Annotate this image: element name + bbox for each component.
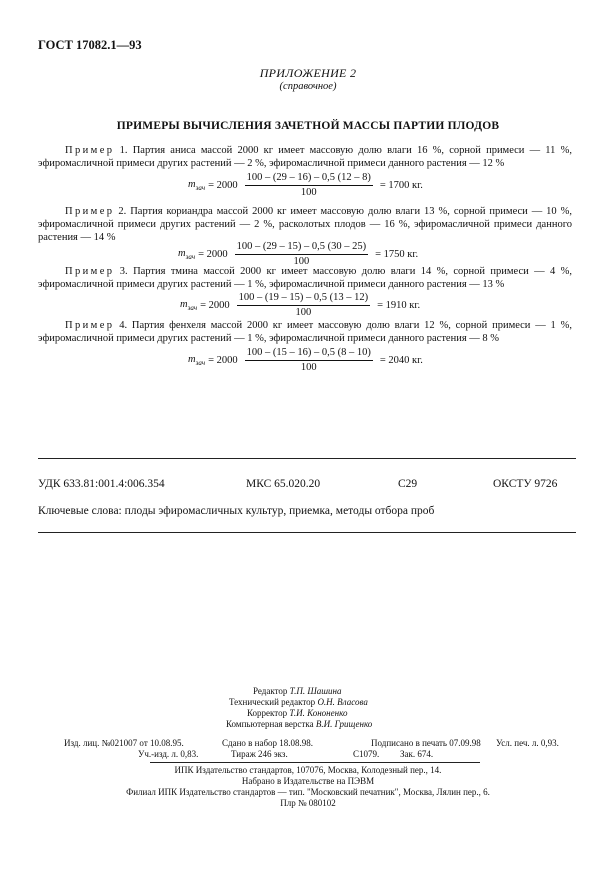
mks-code: МКС 65.020.20 — [246, 478, 321, 490]
publisher-line-1: ИПК Издательство стандартов, 107076, Москва, Колодезный пер., 14. — [174, 765, 442, 775]
publisher-line-3: Филиал ИПК Издательство стандартов — тип. "Московский печатник", Москва, Лялин пер., 6. — [126, 787, 490, 797]
imprint-print-sheets: Усл. печ. л. 0,93. — [496, 738, 559, 748]
example-label: Пример — [65, 320, 115, 331]
example-label: Пример — [65, 266, 115, 277]
appendix-subtitle: (справочное) — [279, 81, 337, 92]
example-3-text: Пример 3. Партия тмина массой 2000 кг имеет массовую долю влаги 14 %, сорной примеси — 4 %, эфиромасличной примеси других растений — 1 %, эфиромасличной примеси данного растения — 13 % — [38, 266, 572, 290]
example-4-formula: $m_{зач}$ = 2000 $\frac{100 - (15 - 16) - 0,5 (8 - 10)}{100}$ = 2040 кг. — [188, 347, 423, 373]
publisher-line-2: Набрано в Издательстве на ПЭВМ — [241, 776, 375, 786]
keywords: Ключевые слова: плоды эфиромасличных культур, приемка, методы отбора проб — [38, 505, 435, 517]
appendix-title: ПРИЛОЖЕНИЕ 2 — [259, 66, 357, 80]
credit-editor: Редактор Т.П. Шашина — [253, 686, 342, 696]
divider-bottom — [38, 532, 576, 533]
example-1-text: Пример 1. Партия аниса массой 2000 кг имеет массовую долю влаги 16 %, сорной примеси — 11 %, эфиромасличной примеси других растений — 2 %, эфиромасличной примеси данного растения — 12 % — [38, 145, 572, 169]
example-2-formula: $m_{зач}$ = 2000 $\frac{100 - (29 - 15) - 0,5 (30 - 25)}{100}$ = 1750 кг. — [178, 241, 419, 267]
imprint-order: Зак. 674. — [400, 749, 434, 759]
imprint-license: Изд. лиц. №021007 от 10.08.95. — [64, 738, 184, 748]
imprint-pub-sheets: Уч.-изд. л. 0,83. — [138, 749, 199, 759]
example-1-formula: $m_{зач}$ = 2000 $\frac{100 - (29 - 16) - 0,5 (12 - 8)}{100}$ = 1700 кг. — [188, 172, 423, 198]
section-title: ПРИМЕРЫ ВЫЧИСЛЕНИЯ ЗАЧЕТНОЙ МАССЫ ПАРТИИ ПЛОДОВ — [116, 120, 500, 132]
c-code: С29 — [398, 478, 418, 490]
okstu-code: ОКСТУ 9726 — [493, 478, 558, 490]
standard-header: ГОСТ 17082.1—93 — [38, 38, 142, 52]
example-3-formula: $m_{зач}$ = 2000 $\frac{100 - (19 - 15) - 0,5 (13 - 12)}{100}$ = 1910 кг. — [180, 292, 421, 318]
divider-imprint — [150, 762, 480, 763]
publisher-line-4: Плр № 080102 — [280, 798, 336, 808]
divider-top — [38, 458, 576, 459]
udk-code: УДК 633.81:001.4:006.354 — [38, 478, 165, 490]
imprint-submitted: Сдано в набор 18.08.98. — [222, 738, 314, 748]
example-label: Пример — [65, 206, 115, 217]
credit-layout: Компьютерная верстка В.И. Грищенко — [226, 719, 373, 729]
imprint-signed: Подписано в печать 07.09.98 — [371, 738, 481, 748]
example-4-text: Пример 4. Партия фенхеля массой 2000 кг имеет массовую долю влаги 12 %, сорной примеси — 1 %, эфиромасличной примеси других растений — 1 %, эфиромасличной примеси данного растения — 8 % — [38, 320, 572, 344]
example-label: Пример — [65, 145, 115, 156]
imprint-code: С1079. — [353, 749, 380, 759]
imprint-run: Тираж 246 экз. — [231, 749, 288, 759]
credit-corrector: Корректор Т.И. Кононенко — [247, 708, 348, 718]
credit-tech-editor: Технический редактор О.Н. Власова — [229, 697, 368, 707]
example-2-text: Пример 2. Партия кориандра массой 2000 кг имеет массовую долю влаги 13 %, сорной примеси — 10 %, эфиромасличной примеси других растений — 2 %, расколотых плодов — 16 %, эфиромасличной примеси данного растения — 14 % — [38, 206, 572, 243]
